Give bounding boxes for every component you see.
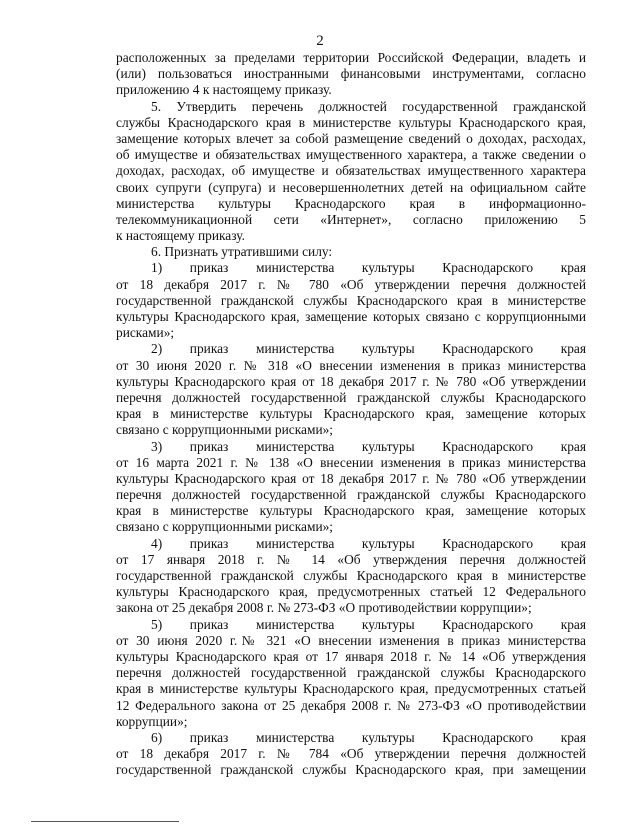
paragraph (116, 244, 586, 260)
text-line: края в министерстве культуры Краснодарского края, замещение которых (116, 503, 586, 519)
text-line: государственной гражданской службы Краснодарского края в министерстве (116, 568, 586, 583)
paragraph (116, 260, 586, 341)
page-number: 2 (316, 33, 324, 49)
text-line: замещение которых влечет за собой размещение сведений о доходах, расходах, (116, 130, 586, 146)
paragraph (116, 439, 586, 536)
text-line: связано с коррупционными рисками»; (116, 519, 334, 535)
text-line: телекоммуникационной сети «Интернет», согласно приложению 5 (116, 211, 586, 227)
text-line: своих супруги (супруга) и несовершеннолетних детей на официальном сайте (116, 179, 586, 195)
text-line: закона от 25 декабря 2008 г. № 273-ФЗ «О противодействии коррупции»; (116, 600, 532, 616)
text-line: культуры Краснодарского края, замещение которых связано с коррупционными (116, 309, 586, 324)
text-line: расположенных за пределами территории Российской Федерации, владеть и (116, 50, 586, 65)
text-line: 2) приказ министерства культуры Краснодарского края (151, 341, 586, 357)
text-line: к настоящему приказу. (116, 228, 245, 244)
text-line: 5) приказ министерства культуры Краснодарского края (151, 616, 586, 632)
text-line: 6. Признать утратившими силу: (151, 244, 333, 260)
text-line: от 18 декабря 2017 г. № 780 «Об утверждении перечня должностей (116, 276, 586, 292)
text-line: 3) приказ министерства культуры Краснодарского края (151, 438, 586, 454)
text-line: коррупции»; (116, 713, 188, 729)
document-body (116, 50, 586, 778)
footnote-separator (31, 821, 179, 822)
text-line: культуры Краснодарского края от 18 декабря 2017 г. № 780 «Об утверждении (116, 373, 586, 389)
text-line: культуры Краснодарского края от 17 января 2018 г. № 14 «Об утверждения (116, 648, 586, 664)
paragraph (116, 730, 586, 779)
text-line: культуры Краснодарского края, предусмотренных статьей 12 Федерального (116, 584, 586, 600)
text-line: края в министерстве культуры Краснодарского края, замещение которых (116, 406, 586, 422)
text-line: культуры Краснодарского края от 18 декабря 2017 г. № 780 «Об утверждении (116, 470, 586, 486)
text-line: 6) приказ министерства культуры Краснодарского края (151, 729, 586, 745)
paragraph (116, 617, 586, 730)
text-line: службы Краснодарского края в министерстве культуры Краснодарского края, (116, 114, 586, 130)
text-line: 5. Утвердить перечень должностей государственной гражданской (151, 98, 586, 114)
text-line: 12 Федерального закона от 25 декабря 2008 г. № 273-ФЗ «О противодействии (116, 697, 586, 713)
text-line: государственной гражданской службы Краснодарского края, при замещении (116, 762, 586, 778)
text-line: от 16 марта 2021 г. № 138 «О внесении изменения в приказ министерства (116, 454, 586, 470)
paragraph (116, 50, 586, 99)
text-line: от 30 июня 2020 г.№ 321 «О внесении изменения в приказ министерства (116, 632, 586, 648)
text-line: государственной гражданской службы Краснодарского края в министерстве (116, 292, 586, 308)
text-line: (или) пользоваться иностранными финансовыми инструментами, согласно (116, 66, 586, 82)
text-line: от 18 декабря 2017 г. № 784 «Об утверждении перечня должностей (116, 746, 586, 762)
text-line: от 30 июня 2020 г. № 318 «О внесении изменения в приказ министерства (116, 357, 586, 373)
text-line: доходах, расходах, об имуществе и обязательствах имущественного характера (116, 163, 586, 179)
paragraph (116, 536, 586, 617)
text-line: об имуществе и обязательствах имущественного характера, а также сведении о (116, 147, 586, 163)
text-line: рисками»; (116, 325, 175, 341)
text-line: перечня должностей государственной гражданской службы Краснодарского (116, 389, 586, 405)
paragraph (116, 99, 586, 245)
text-line: связано с коррупционными рисками»; (116, 422, 334, 438)
text-line: 1) приказ министерства культуры Краснодарского края (151, 260, 586, 276)
text-line: 4) приказ министерства культуры Краснодарского края (151, 535, 586, 551)
paragraph (116, 341, 586, 438)
text-line: края в министерстве культуры Краснодарского края, предусмотренных статьей (116, 681, 586, 697)
text-line: приложению 4 к настоящему приказу. (116, 82, 332, 98)
text-line: министерства культуры Краснодарского края в информационно- (116, 195, 586, 211)
text-line: перечня должностей государственной гражданской службы Краснодарского (116, 487, 586, 503)
text-line: от 17 января 2018 г. № 14 «Об утверждения перечня должностей (116, 551, 586, 567)
text-line: перечня должностей государственной гражданской службы Краснодарского (116, 665, 586, 681)
